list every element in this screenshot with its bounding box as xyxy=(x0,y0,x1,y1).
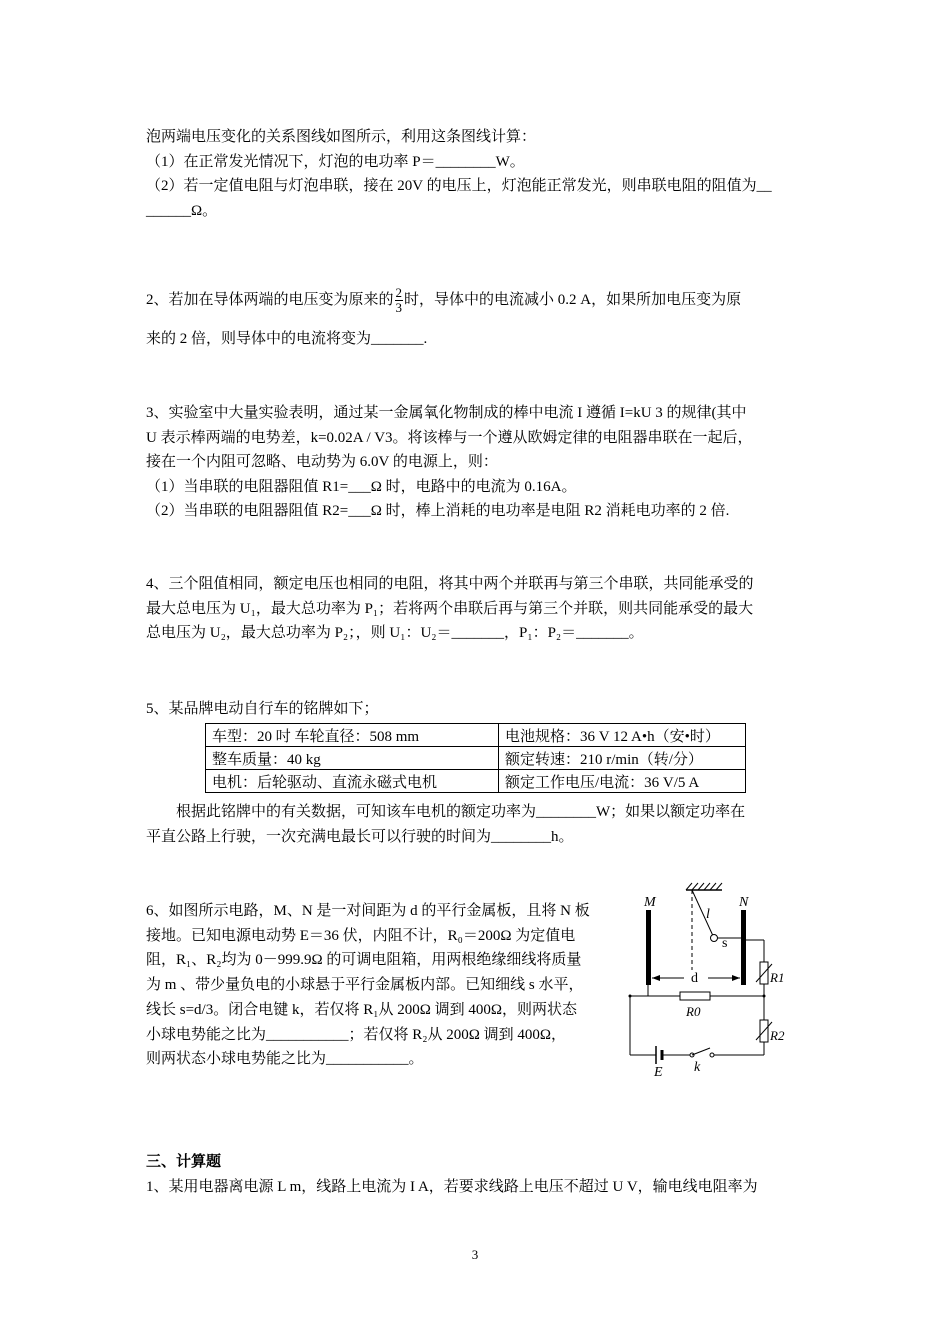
section-3 xyxy=(146,1150,808,1199)
table-row xyxy=(206,724,746,747)
table-row xyxy=(206,747,746,770)
q5-line2: 平直公路上行驶，一次充满电最长可以行驶的时间为________h。 xyxy=(146,828,574,845)
q1-part2a: （2）若一定值电阻与灯泡串联，接在 20V 的电压上，灯泡能正常发光，则串联电阻的阻值为__ xyxy=(146,178,772,194)
q6-line3: 阻，R₁、R₂均为 0－999.9Ω 的可调电阻箱，用两根绝缘细线将质量 xyxy=(146,952,582,969)
circuit-diagram xyxy=(622,880,792,1080)
label-r2: R2 xyxy=(770,1028,785,1043)
q5-intro: 5、某品牌电动自行车的铭牌如下； xyxy=(146,701,379,717)
q1-intro: 泡两端电压变化的关系图线如图所示，利用这条图线计算： xyxy=(146,129,537,145)
table-cell: 额定转速：210 r/min（转/分） xyxy=(499,747,746,770)
label-r1: R1 xyxy=(770,970,785,985)
fraction xyxy=(395,286,404,315)
question-4 xyxy=(146,572,808,646)
table-cell: 额定工作电压/电流：36 V/5 A xyxy=(499,770,746,793)
q3-line2: U 表示棒两端的电势差，k=0.02A / V3。将该棒与一个遵从欧姆定律的电阻器串联在一起后， xyxy=(146,429,753,446)
switch-contact xyxy=(710,1053,714,1057)
q4-line2: 最大总电压为 U₁，最大总功率为 P₁；若将两个串联后再与第三个并联，则共同能承受的最大 xyxy=(146,600,754,617)
question-2 xyxy=(146,286,808,352)
table-row xyxy=(206,770,746,793)
q6-line5: 线长 s=d/3。闭合电键 k，若仅将 R₁从 200Ω 调到 400Ω，则两状态 xyxy=(146,1001,577,1018)
q1-part1: （1）在正常发光情况下，灯泡的电功率 P＝________W。 xyxy=(146,153,525,170)
question-5-intro xyxy=(146,697,808,722)
q6-line7: 则两状态小球电势能之比为___________。 xyxy=(146,1051,424,1068)
plate-m xyxy=(646,910,651,985)
label-d: d xyxy=(691,971,698,986)
arrow-head xyxy=(732,975,740,981)
section3-line1: 1、某用电器离电源 L m，线路上电流为 I A，若要求线路上电压不超过 U V，输电线电阻率为 xyxy=(146,1178,758,1195)
question-6 xyxy=(146,899,626,1072)
ceiling-hatch xyxy=(686,883,722,890)
fraction-numerator: 2 xyxy=(395,285,403,300)
thread-l xyxy=(692,890,714,938)
label-m: M xyxy=(644,895,656,910)
table-cell: 整车质量：40 kg xyxy=(206,747,499,770)
question-5-body xyxy=(146,800,808,849)
q2-before: 2、若加在导体两端的电压变为原来的 xyxy=(146,291,394,308)
q2-line2: 来的 2 倍，则导体中的电流将变为_______. xyxy=(146,331,428,347)
q6-line1: 6、如图所示电路，M、N 是一对间距为 d 的平行金属板，且将 N 板 xyxy=(146,903,590,919)
q1-part2b: ______Ω。 xyxy=(146,202,218,219)
page-number: 3 xyxy=(471,1247,479,1262)
ball xyxy=(711,935,718,942)
label-r0: R0 xyxy=(686,1004,701,1019)
nameplate-table xyxy=(205,723,746,793)
q3-line3: 接在一个内阻可忽略、电动势为 6.0V 的电源上，则： xyxy=(146,454,498,470)
plate-n xyxy=(741,910,746,985)
label-n: N xyxy=(739,895,749,910)
table-cell: 车型：20 吋 车轮直径：508 mm xyxy=(206,724,499,747)
label-l: l xyxy=(706,907,710,922)
label-k: k xyxy=(694,1060,701,1075)
q5-line1: 根据此铭牌中的有关数据，可知该车电机的额定功率为________W；如果以额定功率在 xyxy=(176,804,746,820)
question-1-continued xyxy=(146,125,808,223)
fraction-denominator: 3 xyxy=(395,300,403,315)
q3-line4: （1）当串联的电阻器阻值 R1=___Ω 时，电路中的电流为 0.16A。 xyxy=(146,478,577,495)
q3-line5: （2）当串联的电阻器阻值 R2=___Ω 时，棒上消耗的电功率是电阻 R2 消耗电功率的 2 倍. xyxy=(146,503,730,519)
q6-line4: 为 m 、带少量负电的小球悬于平行金属板内部。已知细线 s 水平， xyxy=(146,977,584,994)
label-e: E xyxy=(654,1065,663,1080)
q4-line3: 总电压为 U₂，最大总功率为 P₂；，则 U₁：U₂＝_______，P₁：P₂＝_______。 xyxy=(146,625,644,641)
table-cell: 电池规格：36 V 12 A•h（安•时） xyxy=(499,724,746,747)
q6-line2: 接地。已知电源电动势 E＝36 伏，内阻不计，R₀＝200Ω 为定值电 xyxy=(146,927,576,944)
switch-k xyxy=(692,1048,710,1055)
resistor-r0 xyxy=(680,992,710,1000)
arrow-head xyxy=(652,975,660,981)
q6-line6: 小球电势能之比为___________；若仅将 R₂从 200Ω 调到 400Ω， xyxy=(146,1026,567,1043)
label-s: s xyxy=(722,936,728,951)
q2-after: 时，导体中的电流减小 0.2 A，如果所加电压变为原 xyxy=(404,291,742,308)
q4-line1: 4、三个阻值相同，额定电压也相同的电阻，将其中两个并联再与第三个串联，共同能承受的 xyxy=(146,576,754,592)
q3-line1: 3、实验室中大量实验表明，通过某一金属氧化物制成的棒中电流 I 遵循 I=kU 3 的规律(其中 xyxy=(146,405,747,421)
q2-line1 xyxy=(146,286,808,315)
section-heading: 三、计算题 xyxy=(146,1154,222,1170)
question-3 xyxy=(146,401,808,524)
table-cell: 电机：后轮驱动、直流永磁式电机 xyxy=(206,770,499,793)
junction xyxy=(763,995,766,998)
